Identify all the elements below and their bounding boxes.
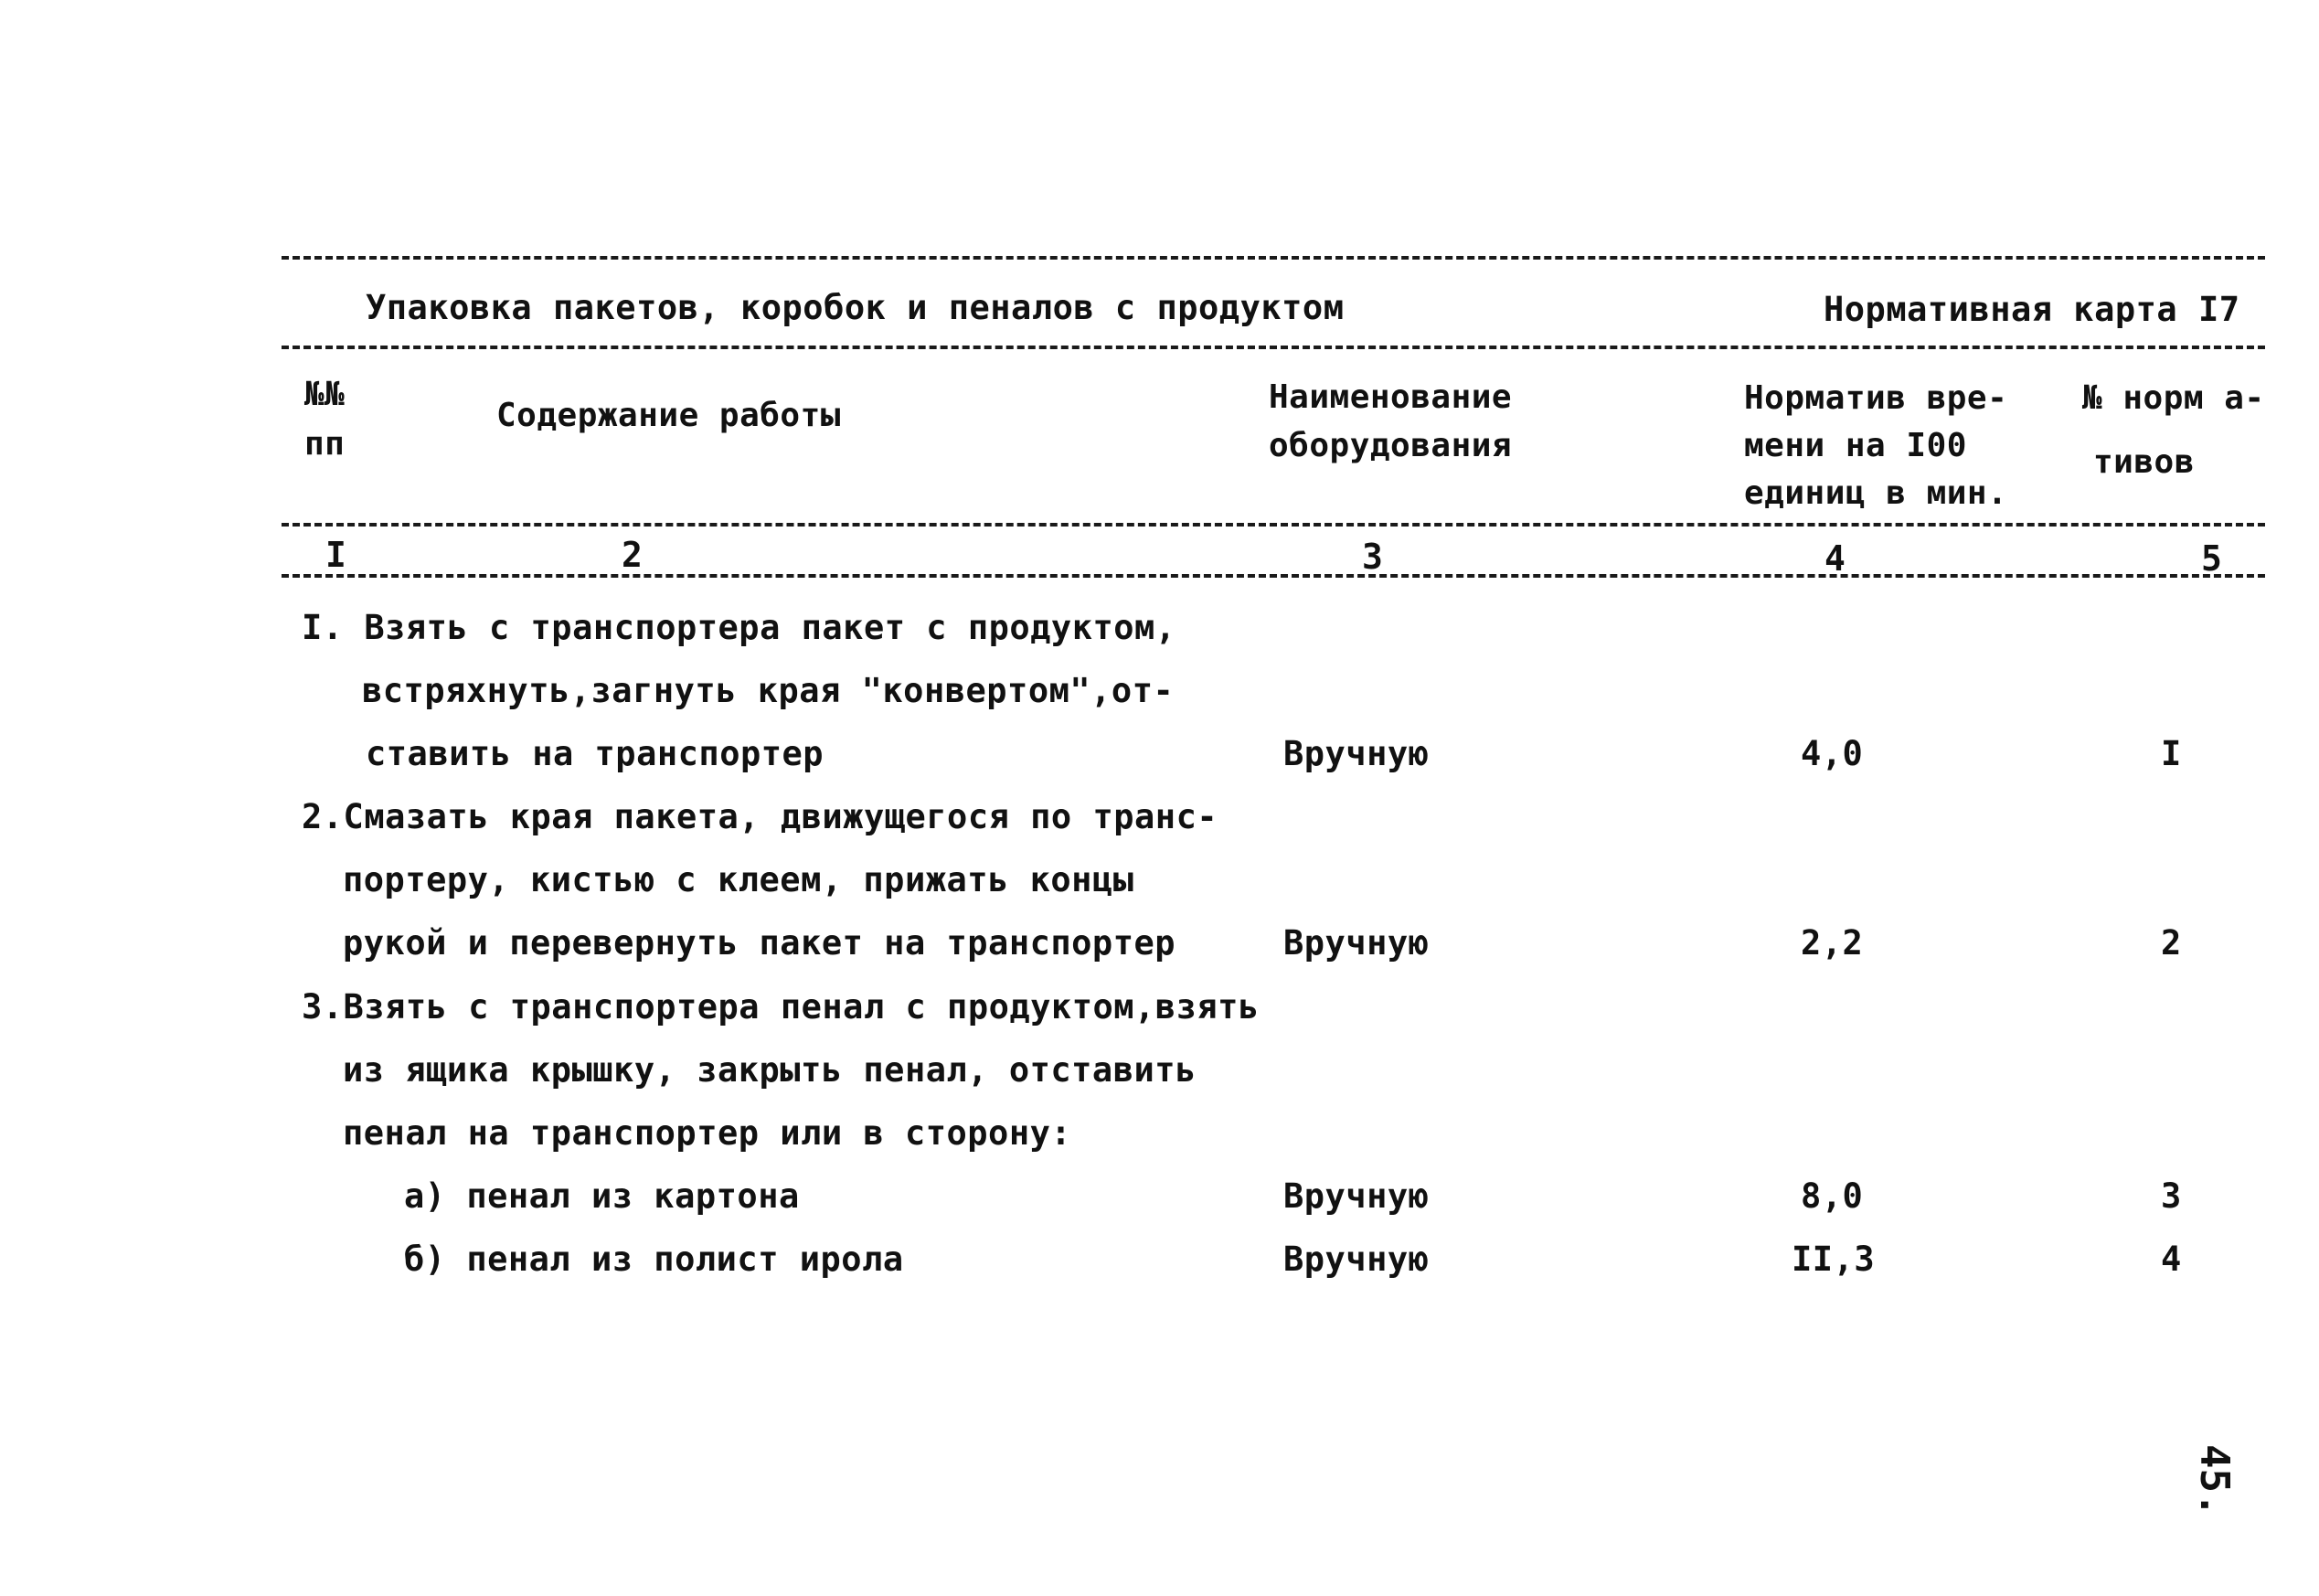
- colnum-rule: [282, 574, 2265, 578]
- header-col3-line2: оборудования: [1269, 427, 1513, 464]
- header-col3-line1: Наименование: [1269, 378, 1513, 416]
- header-col1-line1: №№: [304, 376, 346, 413]
- row2-equipment: Вручную: [1283, 923, 1430, 963]
- colnum-4: 4: [1824, 538, 1846, 579]
- row3a-text: а) пенал из картона: [404, 1176, 800, 1216]
- row3b-text: б) пенал из полист ирола: [404, 1240, 904, 1279]
- header-rule: [282, 523, 2265, 527]
- row3b-equipment: Вручную: [1283, 1240, 1430, 1279]
- row2-line3: рукой и перевернуть пакет на транспортер: [343, 923, 1176, 963]
- row3b-norm: II,3: [1792, 1240, 1876, 1279]
- header-col5-line2: тивов: [2093, 443, 2195, 481]
- row1-norm: 4,0: [1801, 734, 1864, 773]
- title-rule: [282, 346, 2265, 349]
- header-col4-line2: мени на I00: [1744, 427, 1967, 464]
- row1-line3: ставить на транспортер: [366, 734, 824, 773]
- row2-norm: 2,2: [1801, 923, 1864, 963]
- row1-line2: встряхнуть,загнуть края "конвертом",от-: [362, 671, 1175, 710]
- card-title: Упаковка пакетов, коробок и пеналов с продуктом: [366, 288, 1345, 327]
- header-col4-line1: Норматив вре-: [1744, 379, 2008, 417]
- row3a-number: 3: [2161, 1176, 2182, 1216]
- page-number: 45.: [2191, 1444, 2238, 1517]
- row3-line1: 3.Взять с транспортера пенал с продуктом,взять: [302, 987, 1260, 1027]
- row1-line1: I. Взять с транспортера пакет с продуктом,: [302, 608, 1176, 647]
- header-col5-line1: № норм а-: [2082, 379, 2265, 417]
- colnum-1: I: [325, 535, 347, 575]
- row1-number: I: [2161, 734, 2182, 773]
- row3-line3: пенал на транспортер или в сторону:: [343, 1113, 1072, 1153]
- header-col2: Содержание работы: [496, 397, 841, 434]
- top-rule: [282, 256, 2265, 260]
- header-col4-line3: единиц в мин.: [1744, 474, 2008, 512]
- row3a-norm: 8,0: [1801, 1176, 1864, 1216]
- header-col1-line2: пп: [304, 425, 346, 463]
- card-number: Нормативная карта I7: [1824, 290, 2240, 329]
- row2-line1: 2.Смазать края пакета, движущегося по транс-: [302, 797, 1218, 836]
- row3-line2: из ящика крышку, закрыть пенал, отставить: [343, 1050, 1197, 1090]
- row2-line2: портеру, кистью с клеем, прижать концы: [343, 860, 1134, 899]
- row1-equipment: Вручную: [1283, 734, 1430, 773]
- row3b-number: 4: [2161, 1240, 2182, 1279]
- row3a-equipment: Вручную: [1283, 1176, 1430, 1216]
- colnum-2: 2: [622, 535, 644, 575]
- row2-number: 2: [2161, 923, 2182, 963]
- colnum-3: 3: [1362, 537, 1384, 577]
- colnum-5: 5: [2201, 538, 2223, 579]
